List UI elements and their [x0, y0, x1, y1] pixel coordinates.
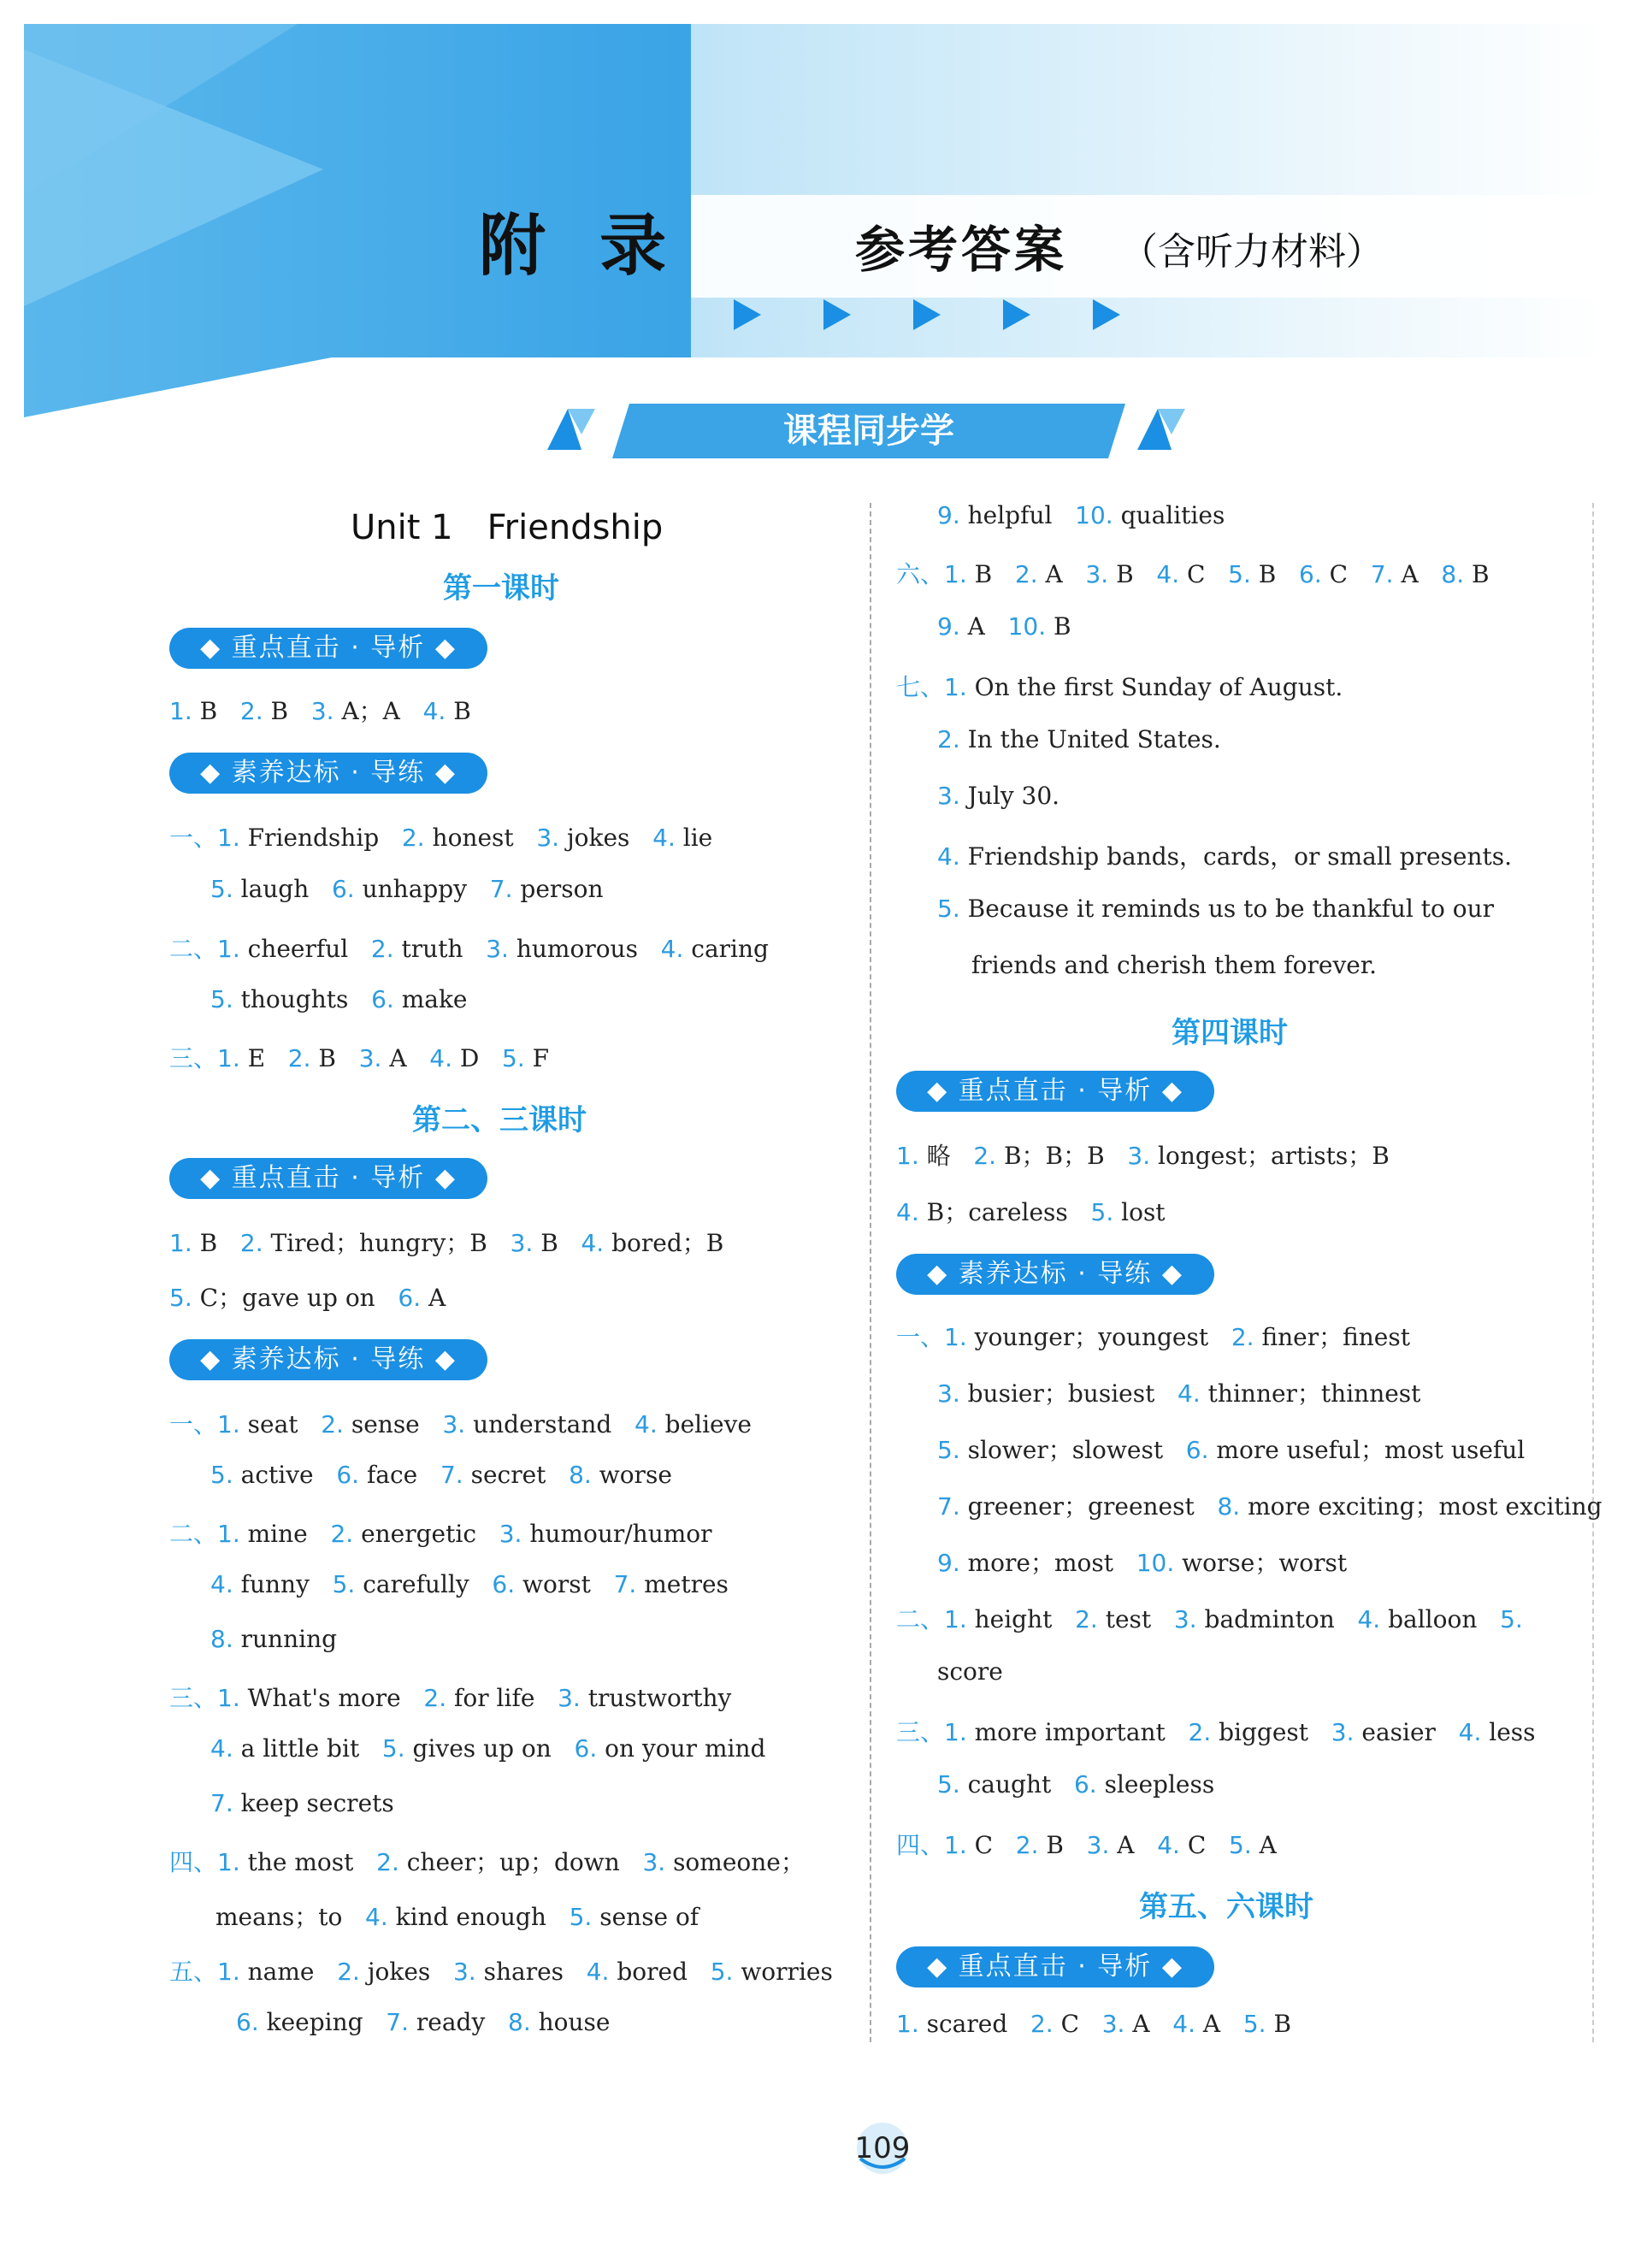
lesson-4-heading: 第四课时 — [1172, 1016, 1288, 1050]
answer-line: 4. funny 5. carefully 6. worst 7. metres — [210, 1570, 729, 1598]
answer-line: 一、1. seat 2. sense 3. understand 4. believe — [169, 1410, 753, 1438]
answer-line: 5. C；gave up on 6. A — [169, 1284, 446, 1312]
answer-line: 5. Because it reminds us to be thankful to our — [937, 895, 1495, 923]
section-pill: ◆ 素养达标 · 导练 ◆ — [169, 1339, 487, 1380]
answer-line: 6. keeping 7. ready 8. house — [236, 2008, 611, 2036]
answer-line: score — [937, 1657, 1003, 1686]
answer-line: friends and cherish them forever. — [971, 951, 1378, 979]
answer-line: 5. caught 6. sleepless — [937, 1770, 1215, 1798]
unit-title: Unit 1 Friendship — [351, 508, 664, 547]
section-pill: ◆ 重点直击 · 导析 ◆ — [896, 1946, 1214, 1987]
answer-line: 5. slower；slowest 6. more useful；most useful — [937, 1436, 1526, 1464]
answer-line: 二、1. height 2. test 3. badminton 4. balloon 5. — [896, 1605, 1523, 1633]
answer-line: 9. helpful 10. qualities — [937, 501, 1225, 529]
lesson-2-3-heading: 第二、三课时 — [412, 1103, 587, 1137]
answer-line: 二、1. mine 2. energetic 3. humour/humor — [169, 1520, 712, 1548]
section-pill: ◆ 素养达标 · 导练 ◆ — [896, 1254, 1214, 1295]
answer-line: 5. active 6. face 7. secret 8. worse — [210, 1461, 672, 1489]
answer-line: 2. In the United States. — [937, 725, 1221, 753]
answer-line: 七、1. On the first Sunday of August. — [896, 673, 1343, 701]
answer-line: 三、1. E 2. B 3. A 4. D 5. F — [169, 1044, 550, 1072]
triangle-decor-right-icon — [1137, 409, 1189, 452]
answer-line: 9. more；most 10. worse；worst — [937, 1549, 1348, 1577]
answer-line: 4. Friendship bands，cards，or small presents. — [937, 842, 1513, 871]
section-title: 课程同步学 — [783, 411, 954, 451]
section-pill: ◆ 重点直击 · 导析 ◆ — [169, 1158, 487, 1199]
triangle-decor-left-icon — [547, 409, 599, 452]
answer-line: 五、1. name 2. jokes 3. shares 4. bored 5. worries — [169, 1958, 833, 1986]
section-pill: ◆ 重点直击 · 导析 ◆ — [169, 628, 487, 669]
answer-line: 三、1. What's more 2. for life 3. trustworthy — [169, 1684, 732, 1712]
answer-line: 3. busier；busiest 4. thinner；thinnest — [937, 1379, 1421, 1408]
answer-line: 1. 略 2. B；B；B 3. longest；artists；B — [896, 1142, 1390, 1170]
answer-line: 1. scared 2. C 3. A 4. A 5. B — [896, 2010, 1292, 2038]
answer-line: 5. thoughts 6. make — [210, 985, 468, 1013]
page-number: 109 — [848, 2114, 917, 2182]
answer-line: 四、1. C 2. B 3. A 4. C 5. A — [896, 1831, 1277, 1859]
answer-line: 3. July 30. — [937, 782, 1060, 810]
appendix-title: 附 录 — [479, 208, 682, 285]
answer-line: 4. B；careless 5. lost — [896, 1198, 1166, 1226]
answer-line: 1. B 2. B 3. A；A 4. B — [169, 697, 471, 725]
lesson-1-heading: 第一课时 — [443, 571, 559, 605]
answer-line: 三、1. more important 2. biggest 3. easier 4. less — [896, 1718, 1536, 1746]
section-pill: ◆ 重点直击 · 导析 ◆ — [896, 1071, 1214, 1112]
answer-line: 9. A 10. B — [937, 612, 1071, 641]
answer-line: 7. keep secrets — [210, 1789, 394, 1817]
answer-line: 二、1. cheerful 2. truth 3. humorous 4. caring — [169, 935, 769, 963]
answer-line: means；to 4. kind enough 5. sense of — [215, 1903, 699, 1931]
answer-line: 5. laugh 6. unhappy 7. person — [210, 875, 604, 903]
answer-line: 四、1. the most 2. cheer；up；down 3. someone； — [169, 1848, 805, 1876]
right-edge-divider — [1592, 503, 1594, 2042]
answer-line: 一、1. younger；youngest 2. finer；finest — [896, 1323, 1411, 1351]
answer-line: 8. running — [210, 1625, 338, 1653]
answers-title: 参考答案 — [855, 221, 1068, 279]
answers-subtitle: （含听力材料） — [1120, 230, 1384, 274]
column-divider — [870, 503, 871, 2042]
answer-line: 7. greener；greenest 8. more exciting；most exciting — [937, 1492, 1602, 1521]
answer-line: 4. a little bit 5. gives up on 6. on your mind — [210, 1734, 766, 1763]
lesson-5-6-heading: 第五、六课时 — [1139, 1890, 1313, 1924]
section-pill: ◆ 素养达标 · 导练 ◆ — [169, 753, 487, 794]
answer-line: 六、1. B 2. A 3. B 4. C 5. B 6. C 7. A 8. B — [896, 560, 1490, 588]
answer-line: 一、1. Friendship 2. honest 3. jokes 4. lie — [169, 824, 713, 852]
answer-line: 1. B 2. Tired；hungry；B 3. B 4. bored；B — [169, 1229, 724, 1257]
